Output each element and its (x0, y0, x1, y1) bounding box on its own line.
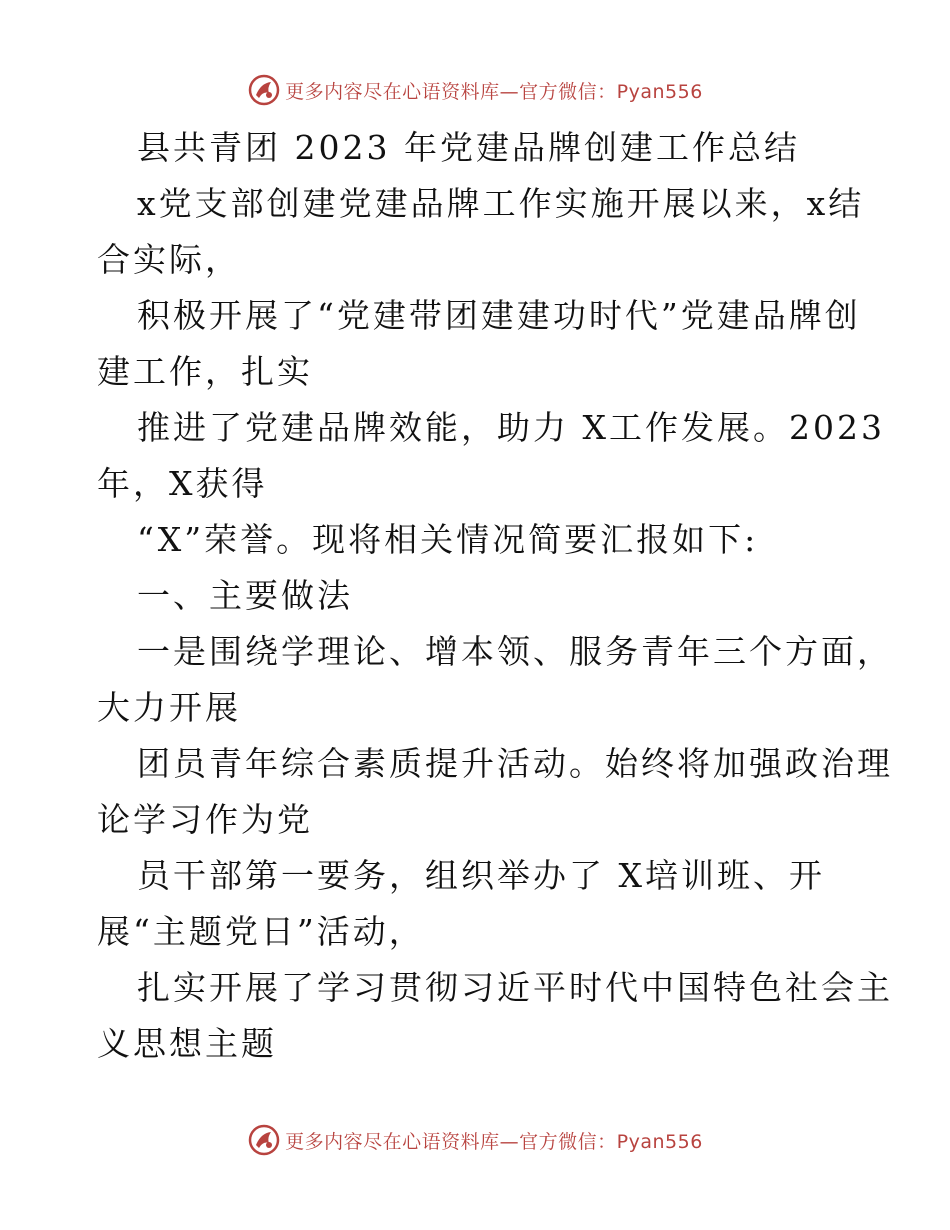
seal-logo-icon (247, 1123, 281, 1157)
header-banner (0, 70, 950, 110)
paragraph-line: 推进了党建品牌效能，助力 X工作发展。2023 (137, 408, 885, 447)
footer-banner (0, 1120, 950, 1160)
paragraph-line: 积极开展了“党建带团建建功时代”党建品牌创 (137, 296, 861, 335)
section-heading: 一、主要做法 (137, 576, 353, 615)
paragraph-line: 合实际， (97, 240, 241, 279)
paragraph-line: x党支部创建党建品牌工作实施开展以来，x结 (137, 184, 865, 223)
paragraph-line: 论学习作为党 (97, 800, 313, 839)
paragraph-line: 大力开展 (97, 688, 241, 727)
paragraph-line: 年，X获得 (97, 464, 268, 503)
paragraph-line: 义思想主题 (97, 1024, 277, 1063)
paragraph-line: 扎实开展了学习贯彻习近平时代中国特色社会主 (137, 968, 893, 1007)
paragraph-line: 展“主题党日”活动， (97, 912, 425, 951)
paragraph-line: 一是围绕学理论、增本领、服务青年三个方面， (137, 632, 893, 671)
paragraph-line: 团员青年综合素质提升活动。始终将加强政治理 (137, 744, 893, 783)
seal-logo-icon (247, 73, 281, 107)
paragraph-line: 建工作，扎实 (97, 352, 313, 391)
footer-banner-text: 更多内容尽在心语资料库—官方微信：Pyan556 (285, 1130, 703, 1153)
header-banner-text: 更多内容尽在心语资料库—官方微信：Pyan556 (285, 80, 703, 103)
paragraph-line: “X”荣誉。现将相关情况简要汇报如下: (137, 520, 759, 559)
paragraph-line: 员干部第一要务，组织举办了 X培训班、开 (137, 856, 825, 895)
document-body (97, 120, 893, 1072)
document-title: 县共青团 2023 年党建品牌创建工作总结 (137, 128, 800, 167)
